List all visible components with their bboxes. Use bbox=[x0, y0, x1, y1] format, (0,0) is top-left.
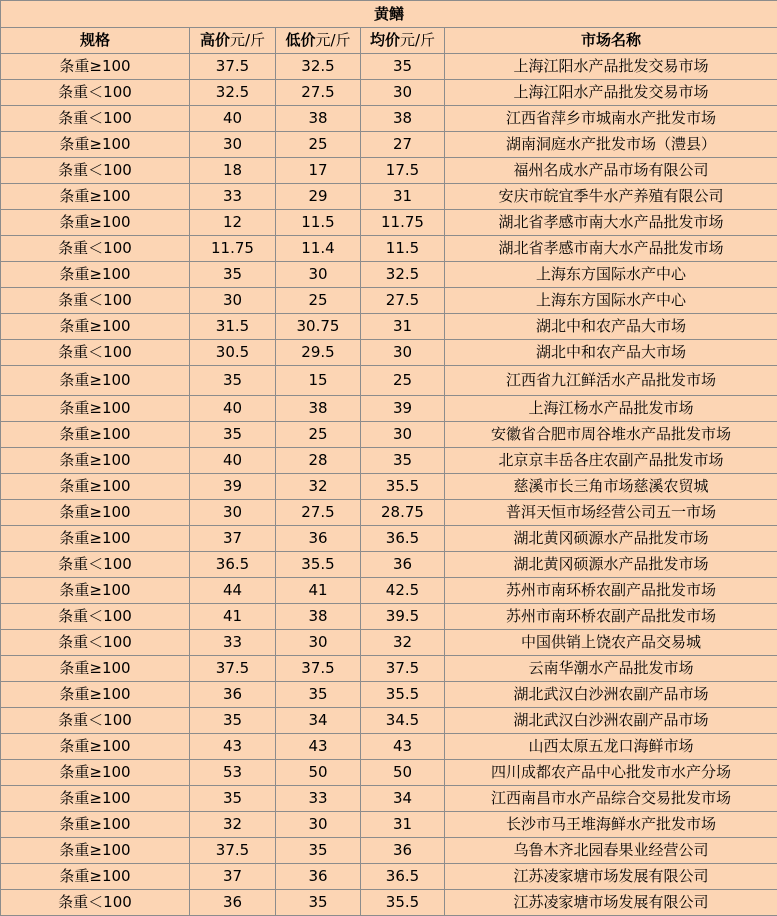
cell-avg: 34 bbox=[361, 786, 445, 812]
cell-market: 湖北武汉白沙洲农副产品市场 bbox=[445, 708, 777, 734]
table-row bbox=[1, 500, 777, 526]
cell-low: 32.5 bbox=[276, 54, 361, 80]
cell-spec: 条重≥100 bbox=[1, 210, 190, 236]
header-market bbox=[445, 28, 777, 54]
cell-low: 25 bbox=[276, 288, 361, 314]
cell-avg: 31 bbox=[361, 184, 445, 210]
cell-high: 30 bbox=[190, 288, 276, 314]
cell-high: 32.5 bbox=[190, 80, 276, 106]
cell-spec: 条重≥100 bbox=[1, 500, 190, 526]
cell-avg: 42.5 bbox=[361, 578, 445, 604]
cell-market: 湖北黄冈硕源水产品批发市场 bbox=[445, 526, 777, 552]
cell-avg: 31 bbox=[361, 812, 445, 838]
cell-market: 慈溪市长三角市场慈溪农贸城 bbox=[445, 474, 777, 500]
cell-low: 38 bbox=[276, 396, 361, 422]
cell-high: 43 bbox=[190, 734, 276, 760]
header-low-unit: 元/斤 bbox=[315, 31, 350, 49]
cell-avg: 35 bbox=[361, 54, 445, 80]
cell-low: 38 bbox=[276, 106, 361, 132]
cell-low: 30.75 bbox=[276, 314, 361, 340]
cell-market: 江苏凌家塘市场发展有限公司 bbox=[445, 864, 777, 890]
cell-avg: 27.5 bbox=[361, 288, 445, 314]
cell-low: 37.5 bbox=[276, 656, 361, 682]
table-row bbox=[1, 552, 777, 578]
cell-market: 上海东方国际水产中心 bbox=[445, 288, 777, 314]
cell-high: 35 bbox=[190, 708, 276, 734]
cell-low: 35 bbox=[276, 682, 361, 708]
table-row bbox=[1, 422, 777, 448]
cell-avg: 36.5 bbox=[361, 864, 445, 890]
cell-avg: 28.75 bbox=[361, 500, 445, 526]
cell-spec: 条重≥100 bbox=[1, 526, 190, 552]
table-header-row bbox=[1, 28, 777, 54]
cell-market: 上海江阳水产品批发交易市场 bbox=[445, 80, 777, 106]
table-row bbox=[1, 106, 777, 132]
cell-high: 36 bbox=[190, 890, 276, 916]
table-row bbox=[1, 236, 777, 262]
table-row bbox=[1, 838, 777, 864]
cell-low: 15 bbox=[276, 366, 361, 396]
cell-market: 普洱天恒市场经营公司五一市场 bbox=[445, 500, 777, 526]
cell-avg: 31 bbox=[361, 314, 445, 340]
cell-market: 苏州市南环桥农副产品批发市场 bbox=[445, 578, 777, 604]
cell-spec: 条重≥100 bbox=[1, 786, 190, 812]
cell-low: 30 bbox=[276, 812, 361, 838]
cell-spec: 条重≥100 bbox=[1, 578, 190, 604]
table-row bbox=[1, 656, 777, 682]
cell-spec: 条重≥100 bbox=[1, 396, 190, 422]
cell-avg: 11.75 bbox=[361, 210, 445, 236]
table-row bbox=[1, 158, 777, 184]
cell-market: 山西太原五龙口海鲜市场 bbox=[445, 734, 777, 760]
cell-market: 中国供销上饶农产品交易城 bbox=[445, 630, 777, 656]
cell-market: 湖北黄冈硕源水产品批发市场 bbox=[445, 552, 777, 578]
cell-spec: 条重≥100 bbox=[1, 734, 190, 760]
cell-low: 11.5 bbox=[276, 210, 361, 236]
cell-avg: 34.5 bbox=[361, 708, 445, 734]
table-row bbox=[1, 184, 777, 210]
cell-high: 40 bbox=[190, 448, 276, 474]
cell-market: 湖北武汉白沙洲农副产品市场 bbox=[445, 682, 777, 708]
cell-avg: 43 bbox=[361, 734, 445, 760]
cell-low: 25 bbox=[276, 132, 361, 158]
table-row bbox=[1, 734, 777, 760]
header-spec-label: 规格 bbox=[80, 31, 110, 49]
cell-low: 50 bbox=[276, 760, 361, 786]
header-avg-unit: 元/斤 bbox=[400, 31, 435, 49]
cell-low: 28 bbox=[276, 448, 361, 474]
cell-low: 43 bbox=[276, 734, 361, 760]
cell-spec: 条重＜100 bbox=[1, 552, 190, 578]
table-row bbox=[1, 526, 777, 552]
cell-market: 江苏凌家塘市场发展有限公司 bbox=[445, 890, 777, 916]
cell-low: 17 bbox=[276, 158, 361, 184]
cell-low: 35 bbox=[276, 838, 361, 864]
cell-high: 40 bbox=[190, 396, 276, 422]
cell-high: 12 bbox=[190, 210, 276, 236]
cell-spec: 条重≥100 bbox=[1, 54, 190, 80]
cell-avg: 36 bbox=[361, 838, 445, 864]
cell-high: 35 bbox=[190, 786, 276, 812]
cell-low: 30 bbox=[276, 262, 361, 288]
cell-high: 37.5 bbox=[190, 656, 276, 682]
cell-low: 29 bbox=[276, 184, 361, 210]
cell-high: 41 bbox=[190, 604, 276, 630]
cell-high: 53 bbox=[190, 760, 276, 786]
cell-high: 44 bbox=[190, 578, 276, 604]
cell-spec: 条重≥100 bbox=[1, 184, 190, 210]
cell-low: 27.5 bbox=[276, 80, 361, 106]
cell-market: 长沙市马王堆海鲜水产批发市场 bbox=[445, 812, 777, 838]
cell-market: 四川成都农产品中心批发市水产分场 bbox=[445, 760, 777, 786]
cell-high: 31.5 bbox=[190, 314, 276, 340]
price-table-body bbox=[1, 1, 777, 916]
cell-high: 33 bbox=[190, 184, 276, 210]
header-high-unit: 元/斤 bbox=[230, 31, 265, 49]
cell-market: 湖南洞庭水产批发市场（澧县） bbox=[445, 132, 777, 158]
cell-avg: 30 bbox=[361, 340, 445, 366]
cell-market: 江西省萍乡市城南水产批发市场 bbox=[445, 106, 777, 132]
cell-avg: 32 bbox=[361, 630, 445, 656]
cell-high: 33 bbox=[190, 630, 276, 656]
table-row bbox=[1, 474, 777, 500]
header-spec bbox=[1, 28, 190, 54]
table-row bbox=[1, 864, 777, 890]
table-row bbox=[1, 396, 777, 422]
cell-high: 37 bbox=[190, 864, 276, 890]
cell-high: 37.5 bbox=[190, 54, 276, 80]
cell-avg: 35 bbox=[361, 448, 445, 474]
table-row bbox=[1, 132, 777, 158]
cell-spec: 条重＜100 bbox=[1, 288, 190, 314]
cell-market: 湖北省孝感市南大水产品批发市场 bbox=[445, 236, 777, 262]
cell-spec: 条重≥100 bbox=[1, 132, 190, 158]
table-title: 黄鳝 bbox=[1, 1, 777, 28]
table-row bbox=[1, 890, 777, 916]
table-row bbox=[1, 448, 777, 474]
cell-market: 上海江杨水产品批发市场 bbox=[445, 396, 777, 422]
cell-spec: 条重≥100 bbox=[1, 864, 190, 890]
cell-market: 湖北省孝感市南大水产品批发市场 bbox=[445, 210, 777, 236]
table-row bbox=[1, 340, 777, 366]
cell-low: 30 bbox=[276, 630, 361, 656]
cell-low: 11.4 bbox=[276, 236, 361, 262]
table-row bbox=[1, 578, 777, 604]
cell-high: 35 bbox=[190, 366, 276, 396]
header-low-label: 低价 bbox=[285, 31, 315, 49]
cell-high: 11.75 bbox=[190, 236, 276, 262]
cell-low: 35.5 bbox=[276, 552, 361, 578]
cell-high: 32 bbox=[190, 812, 276, 838]
cell-market: 北京京丰岳各庄农副产品批发市场 bbox=[445, 448, 777, 474]
cell-market: 安徽省合肥市周谷堆水产品批发市场 bbox=[445, 422, 777, 448]
table-row bbox=[1, 366, 777, 396]
cell-low: 33 bbox=[276, 786, 361, 812]
cell-spec: 条重＜100 bbox=[1, 890, 190, 916]
cell-low: 38 bbox=[276, 604, 361, 630]
cell-high: 30 bbox=[190, 500, 276, 526]
table-row bbox=[1, 682, 777, 708]
cell-avg: 36.5 bbox=[361, 526, 445, 552]
cell-market: 江西省九江鲜活水产品批发市场 bbox=[445, 366, 777, 396]
table-row bbox=[1, 314, 777, 340]
header-high-label: 高价 bbox=[200, 31, 230, 49]
cell-avg: 27 bbox=[361, 132, 445, 158]
table-row bbox=[1, 80, 777, 106]
cell-market: 福州名成水产品市场有限公司 bbox=[445, 158, 777, 184]
cell-low: 36 bbox=[276, 864, 361, 890]
cell-low: 32 bbox=[276, 474, 361, 500]
table-row bbox=[1, 760, 777, 786]
cell-spec: 条重＜100 bbox=[1, 80, 190, 106]
cell-avg: 39 bbox=[361, 396, 445, 422]
cell-avg: 37.5 bbox=[361, 656, 445, 682]
cell-market: 安庆市皖宜季牛水产养殖有限公司 bbox=[445, 184, 777, 210]
cell-avg: 38 bbox=[361, 106, 445, 132]
cell-high: 37.5 bbox=[190, 838, 276, 864]
cell-avg: 30 bbox=[361, 80, 445, 106]
cell-low: 25 bbox=[276, 422, 361, 448]
cell-high: 35 bbox=[190, 422, 276, 448]
table-row bbox=[1, 708, 777, 734]
cell-market: 乌鲁木齐北园春果业经营公司 bbox=[445, 838, 777, 864]
header-avg-label: 均价 bbox=[370, 31, 400, 49]
cell-avg: 35.5 bbox=[361, 682, 445, 708]
cell-high: 30.5 bbox=[190, 340, 276, 366]
cell-high: 30 bbox=[190, 132, 276, 158]
cell-market: 上海江阳水产品批发交易市场 bbox=[445, 54, 777, 80]
header-low bbox=[276, 28, 361, 54]
cell-spec: 条重≥100 bbox=[1, 656, 190, 682]
cell-spec: 条重＜100 bbox=[1, 106, 190, 132]
table-title-row bbox=[1, 1, 777, 28]
cell-avg: 17.5 bbox=[361, 158, 445, 184]
cell-market: 湖北中和农产品大市场 bbox=[445, 314, 777, 340]
header-high bbox=[190, 28, 276, 54]
cell-high: 37 bbox=[190, 526, 276, 552]
cell-high: 39 bbox=[190, 474, 276, 500]
cell-high: 36.5 bbox=[190, 552, 276, 578]
cell-spec: 条重＜100 bbox=[1, 236, 190, 262]
cell-spec: 条重≥100 bbox=[1, 314, 190, 340]
cell-spec: 条重≥100 bbox=[1, 812, 190, 838]
table-row bbox=[1, 604, 777, 630]
cell-low: 35 bbox=[276, 890, 361, 916]
cell-spec: 条重≥100 bbox=[1, 760, 190, 786]
cell-low: 36 bbox=[276, 526, 361, 552]
cell-spec: 条重≥100 bbox=[1, 448, 190, 474]
cell-low: 34 bbox=[276, 708, 361, 734]
table-row bbox=[1, 812, 777, 838]
cell-high: 35 bbox=[190, 262, 276, 288]
cell-market: 云南华潮水产品批发市场 bbox=[445, 656, 777, 682]
cell-spec: 条重＜100 bbox=[1, 708, 190, 734]
cell-spec: 条重＜100 bbox=[1, 630, 190, 656]
cell-low: 29.5 bbox=[276, 340, 361, 366]
header-market-label: 市场名称 bbox=[581, 31, 641, 49]
cell-avg: 36 bbox=[361, 552, 445, 578]
cell-avg: 50 bbox=[361, 760, 445, 786]
table-row bbox=[1, 210, 777, 236]
cell-market: 湖北中和农产品大市场 bbox=[445, 340, 777, 366]
cell-market: 上海东方国际水产中心 bbox=[445, 262, 777, 288]
cell-avg: 32.5 bbox=[361, 262, 445, 288]
cell-spec: 条重≥100 bbox=[1, 838, 190, 864]
cell-market: 苏州市南环桥农副产品批发市场 bbox=[445, 604, 777, 630]
cell-spec: 条重≥100 bbox=[1, 262, 190, 288]
table-row bbox=[1, 786, 777, 812]
cell-spec: 条重≥100 bbox=[1, 474, 190, 500]
cell-avg: 35.5 bbox=[361, 890, 445, 916]
table-row bbox=[1, 288, 777, 314]
table-row bbox=[1, 630, 777, 656]
cell-high: 18 bbox=[190, 158, 276, 184]
table-row bbox=[1, 54, 777, 80]
cell-avg: 39.5 bbox=[361, 604, 445, 630]
cell-spec: 条重＜100 bbox=[1, 340, 190, 366]
table-row bbox=[1, 262, 777, 288]
cell-avg: 30 bbox=[361, 422, 445, 448]
cell-spec: 条重≥100 bbox=[1, 422, 190, 448]
cell-spec: 条重≥100 bbox=[1, 682, 190, 708]
header-avg bbox=[361, 28, 445, 54]
cell-spec: 条重＜100 bbox=[1, 158, 190, 184]
cell-spec: 条重≥100 bbox=[1, 366, 190, 396]
cell-low: 27.5 bbox=[276, 500, 361, 526]
cell-high: 36 bbox=[190, 682, 276, 708]
cell-avg: 11.5 bbox=[361, 236, 445, 262]
cell-low: 41 bbox=[276, 578, 361, 604]
cell-high: 40 bbox=[190, 106, 276, 132]
cell-avg: 35.5 bbox=[361, 474, 445, 500]
cell-avg: 25 bbox=[361, 366, 445, 396]
cell-market: 江西南昌市水产品综合交易批发市场 bbox=[445, 786, 777, 812]
cell-spec: 条重＜100 bbox=[1, 604, 190, 630]
